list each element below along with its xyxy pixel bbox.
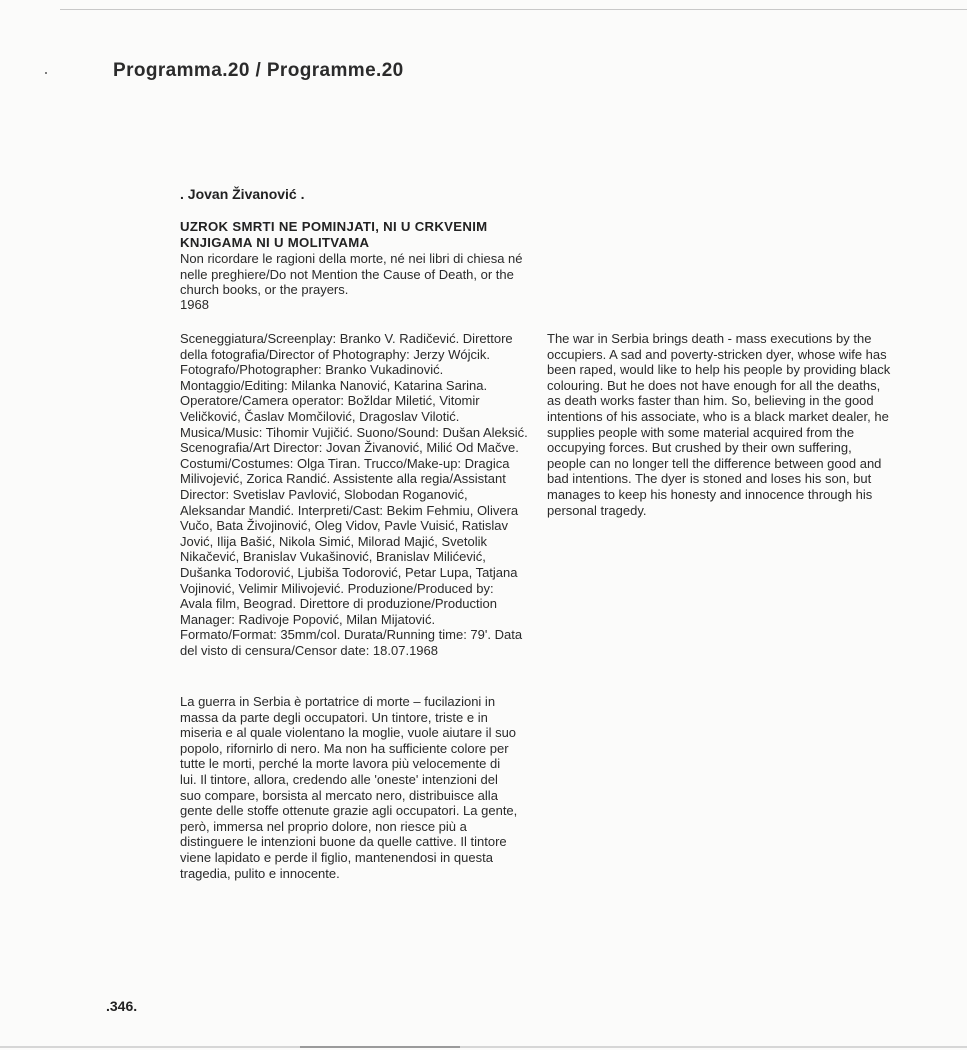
synopsis-italian: La guerra in Serbia è portatrice di morte – fucilazioni in massa da parte degli occupatori. Un tintore, triste e in miseria e al quale violentano la moglie, vuole aiutare il suo popolo, rifornirlo di nero. Ma non ha sufficiente colore per tutte le morti, perché la morte lavora più velocemente di lui. Il tintore, allora, credendo alle 'oneste' intenzioni del suo compare, borsista al mercato nero, distribuisce alla gente delle stoffe ottenute grazie agli occupatori. La gente, però, immersa nel proprio dolore, non riesce più a distinguere le intenzioni buone da quelle cattive. Il tintore viene lapidato e perde il figlio, mantenendosi in questa tragedia, pulito e innocente.	[180, 694, 518, 881]
film-year: 1968	[180, 297, 209, 312]
synopsis-english: The war in Serbia brings death - mass executions by the occupiers. A sad and poverty-stricken dyer, whose wife has been raped, would like to help his people by providing black colouring. But he does not have enough for all the deaths, as death works faster than him. So, believing in the good intentions of his associate, who is a black market dealer, he supplies people with some material acquired from the occupying forces. But crushed by their own suffering, people can no longer tell the difference between good and bad intentions. The dyer is stoned and loses his son, but manages to keep his honesty and innocence through his personal tragedy.	[547, 331, 891, 518]
film-credits: Sceneggiatura/Screenplay: Branko V. Radičević. Direttore della fotografia/Director of Photography: Jerzy Wójcik. Fotografo/Photographer: Branko Vukadinović. Montaggio/Editing: Milanka Nanović, Katarina Sarina. Operatore/Camera operator: Božldar Miletić, Vitomir Veličković, Časlav Momčilović, Dragoslav Vilotić. Musica/Music: Tihomir Vujičić. Suono/Sound: Dušan Aleksić. Scenografia/Art Director: Jovan Živanović, Milić Od Mačve. Costumi/Costumes: Olga Tiran. Trucco/Make-up: Dragica Milivojević, Zorica Randić. Assistente alla regia/Assistant Director: Svetislav Pavlović, Slobodan Roganović, Aleksandar Mandić. Interpreti/Cast: Bekim Fehmiu, Olivera Vučo, Bata Živojinović, Oleg Vidov, Pavle Vuisić, Ratislav Jović, Ilija Bašić, Nikola Simić, Milorad Majić, Svetolik Nikačević, Branislav Vukašinović, Branislav Milićević, Dušanka Todorović, Ljubiša Todorović, Petar Lupa, Tatjana Vojinović, Velimir Milivojević. Produzione/Produced by: Avala film, Beograd. Direttore di produzione/Production Manager: Radivoje Popović, Milan Mijatović. Formato/Format: 35mm/col. Durata/Running time: 79'. Data del visto di censura/Censor date: 18.07.1968	[180, 331, 528, 658]
film-subtitle: Non ricordare le ragioni della morte, né nei libri di chiesa né nelle preghiere/Do not Mention the Cause of Death, or the church books, or the prayers.	[180, 251, 523, 297]
bottom-rule	[0, 1046, 967, 1048]
page-header: Programma.20 / Programme.20	[113, 60, 404, 81]
bottom-rule-accent	[300, 1046, 460, 1048]
director-name: . Jovan Živanović .	[180, 186, 305, 202]
page-number: .346.	[106, 998, 138, 1014]
margin-mark	[45, 72, 47, 74]
film-title: UZROK SMRTI NE POMINJATI, NI U CRKVENIM KNJIGAMA NI U MOLITVAMA	[180, 219, 488, 250]
top-rule	[60, 9, 967, 10]
